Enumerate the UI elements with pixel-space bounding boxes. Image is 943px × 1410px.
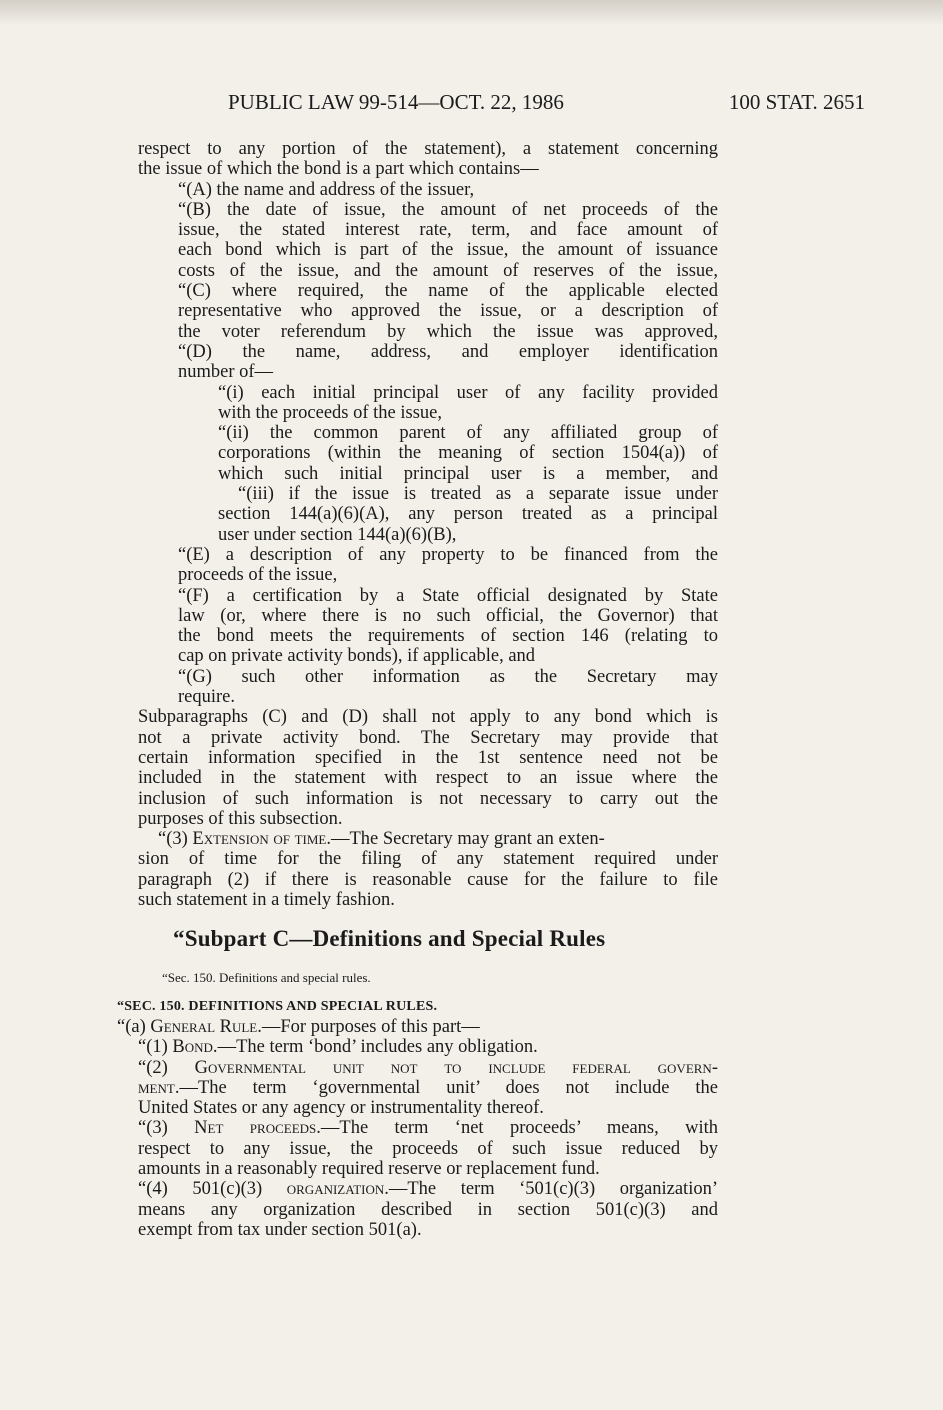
text-line: means any organization described in section 501(c)(3) and	[138, 1199, 718, 1220]
clause-b: “(B) the date of issue, the amount of net proceeds of the	[178, 199, 718, 220]
paragraph-1-bond	[117, 1037, 718, 1057]
text-line: United States or any agency or instrumentality thereof.	[138, 1098, 544, 1119]
subclause-ii: “(ii) the common parent of any affiliated group of	[218, 423, 718, 444]
para-caption: Governmental unit not to include federal govern-	[194, 1057, 718, 1078]
clause-d: “(D) the name, address, and employer identification	[178, 341, 718, 362]
paragraph-2-governmental-unit	[117, 1058, 718, 1078]
text-line: paragraph (2) if there is reasonable cause for the failure to file	[138, 869, 718, 890]
para-caption: organization.	[286, 1179, 389, 1200]
para-caption: Net proceeds.	[194, 1118, 321, 1139]
text-line: not a private activity bond. The Secretary may provide that	[138, 727, 718, 748]
table-of-sections-entry: “Sec. 150. Definitions and special rules.	[162, 970, 371, 985]
text-line: sion of time for the filing of any statement required under	[138, 849, 718, 870]
text-line: corporations (within the meaning of section 1504(a)) of	[218, 443, 718, 464]
section-heading: “SEC. 150. DEFINITIONS AND SPECIAL RULES.	[117, 999, 438, 1014]
text-line: number of—	[178, 362, 274, 383]
text-line: Subparagraphs (C) and (D) shall not apply to any bond which is	[138, 707, 718, 728]
text-line: the voter referendum by which the issue was approved,	[178, 321, 718, 342]
text-line: each bond which is part of the issue, the amount of issuance	[178, 240, 718, 261]
paragraph-4-501c3-organization	[117, 1179, 718, 1199]
text-line: the issue of which the bond is a part which contains—	[138, 159, 539, 180]
text-line: costs of the issue, and the amount of reserves of the issue,	[178, 260, 718, 281]
clause-a: “(A) the name and address of the issuer,	[178, 179, 475, 200]
top-edge-shadow	[0, 0, 943, 26]
subsection-label: “(a)	[117, 1017, 151, 1037]
text-line: respect to any portion of the statement), a statement concerning	[138, 139, 718, 159]
statement-contents-text	[138, 139, 718, 910]
para-label: “(1)	[138, 1037, 173, 1058]
paragraph-3-net-proceeds	[117, 1118, 718, 1138]
text-line: included in the statement with respect to an issue where the	[138, 768, 718, 789]
subsection-caption: General Rule.	[150, 1017, 262, 1037]
clause-f: “(F) a certification by a State official designated by State	[178, 585, 718, 606]
text-line: respect to any issue, the proceeds of such issue reduced by	[138, 1138, 718, 1159]
para-label: “(4) 501(c)(3)	[138, 1179, 287, 1200]
page-header	[138, 90, 865, 120]
text-line: which such initial principal user is a member, and	[218, 463, 718, 484]
para-label: “(3)	[138, 1118, 195, 1139]
clause-g: “(G) such other information as the Secretary may	[178, 666, 718, 687]
text-line: require.	[178, 687, 236, 708]
text-line: cap on private activity bonds), if applicable, and	[178, 646, 536, 667]
para-caption: Extension of time.	[192, 829, 331, 850]
clause-e: “(E) a description of any property to be financed from the	[178, 544, 718, 565]
text-line: with the proceeds of the issue,	[218, 402, 442, 423]
para-text: —The Secretary may grant an exten-	[330, 829, 605, 850]
text-line: proceeds of the issue,	[178, 565, 338, 586]
text-line: amounts in a reasonably required reserve or replacement fund.	[138, 1159, 600, 1180]
text-line: issue, the stated interest rate, term, and face amount of	[178, 220, 718, 241]
text-line: certain information specified in the 1st sentence need not be	[138, 747, 718, 768]
text-line: section 144(a)(6)(A), any person treated as a principal	[218, 504, 718, 525]
text-line: purposes of this subsection.	[138, 808, 343, 829]
section-150-text	[117, 1017, 718, 1240]
para-label: “(3)	[158, 829, 193, 850]
statute-page-number: 100 STAT. 2651	[728, 90, 865, 114]
para-text: —The term ‘governmental unit’ does not include the	[179, 1077, 718, 1098]
text-line: inclusion of such information is not necessary to carry out the	[138, 788, 718, 809]
subpart-title: “Subpart C—Definitions and Special Rules	[173, 926, 606, 951]
para-caption-cont: ment.	[138, 1077, 180, 1098]
clause-c: “(C) where required, the name of the applicable elected	[178, 281, 718, 302]
text-line: exempt from tax under section 501(a).	[138, 1219, 422, 1240]
para-text: —The term ‘bond’ includes any obligation.	[217, 1037, 538, 1058]
para-text: —The term ‘501(c)(3) organization’	[388, 1179, 719, 1200]
para-text: —The term ‘net proceeds’ means, with	[320, 1118, 719, 1139]
subsection-a	[117, 1017, 718, 1037]
subclause-i: “(i) each initial principal user of any facility provided	[218, 382, 718, 403]
paragraph-3-extension	[138, 829, 718, 849]
public-law-citation: PUBLIC LAW 99-514—OCT. 22, 1986	[228, 90, 564, 114]
text-line: the bond meets the requirements of section 146 (relating to	[178, 626, 718, 647]
para-caption: Bond.	[172, 1037, 218, 1058]
text-line: such statement in a timely fashion.	[138, 889, 395, 910]
subclause-iii: “(iii) if the issue is treated as a separate issue under	[238, 484, 718, 505]
subsection-text: —For purposes of this part—	[261, 1017, 480, 1037]
para-label: “(2)	[138, 1057, 195, 1078]
text-line	[117, 1078, 718, 1098]
text-line: user under section 144(a)(6)(B),	[218, 524, 457, 545]
text-line: representative who approved the issue, or a description of	[178, 301, 718, 322]
text-line: law (or, where there is no such official, the Governor) that	[178, 605, 718, 626]
